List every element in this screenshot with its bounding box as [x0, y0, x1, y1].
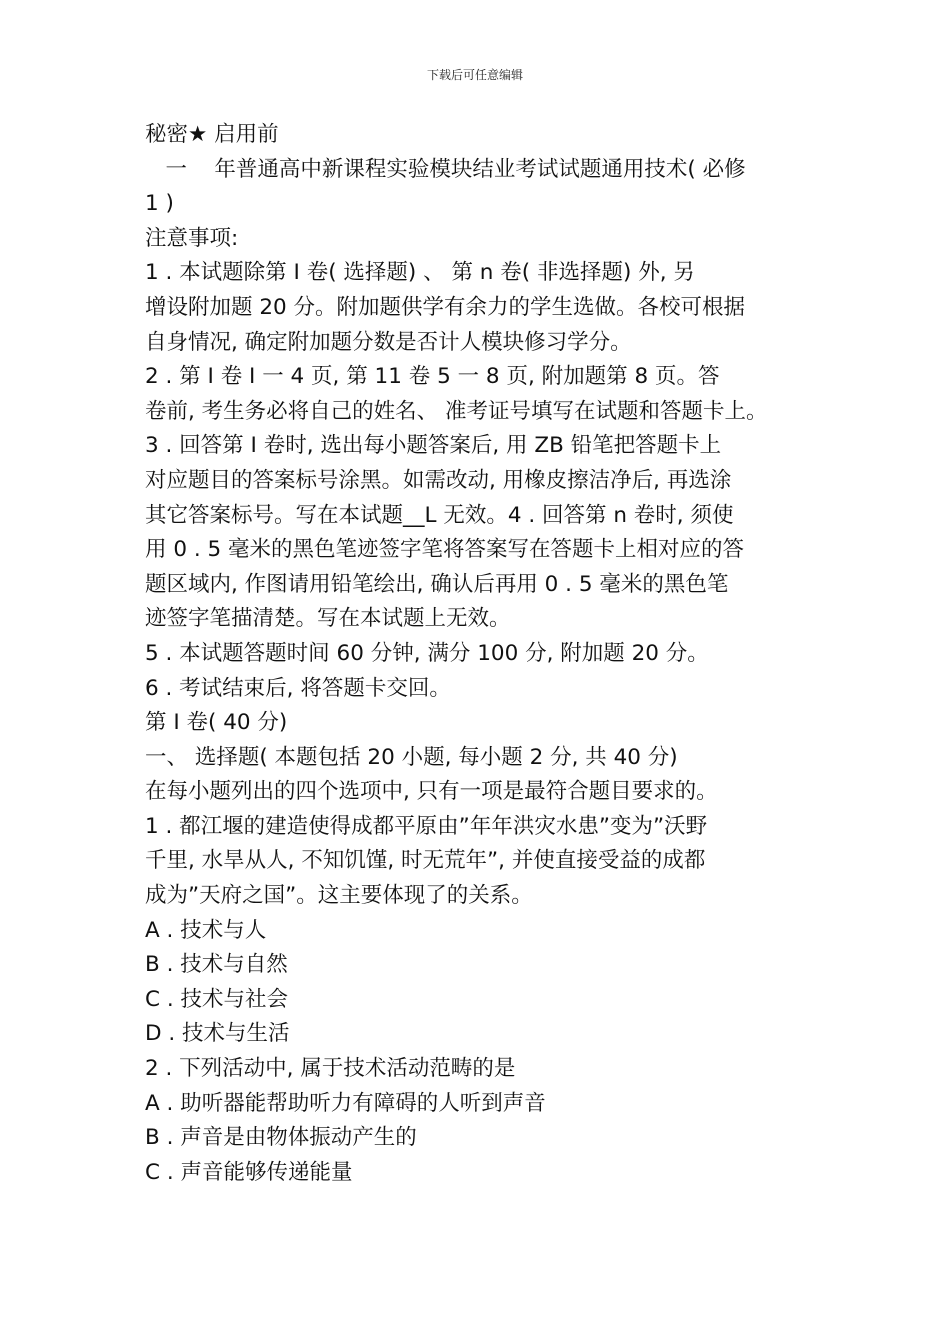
text-line: 1 . 都江堰的建造使得成都平原由”年年洪灾水患”变为”沃野	[145, 813, 708, 839]
document-body	[145, 118, 813, 1190]
text-line: 2 . 第 I 卷 I 一 4 页, 第 11 卷 5 一 8 页, 附加题第 8 页。答	[145, 364, 720, 390]
text-line: 秘密★ 启用前	[145, 122, 279, 147]
text-line: 3 . 回答第 I 卷时, 选出每小题答案后, 用 ZB 铅笔把答题卡上	[145, 433, 722, 459]
text-line: 第 I 卷( 40 分)	[145, 710, 288, 736]
text-line: B . 技术与自然	[145, 952, 288, 978]
text-line: 2 . 下列活动中, 属于技术活动范畴的是	[145, 1056, 516, 1082]
text-line: 其它答案标号。写在本试题__L 无效。4 . 回答第 n 卷时, 须使	[145, 502, 734, 528]
text-line: 一、 选择题( 本题包括 20 小题, 每小题 2 分, 共 40 分)	[145, 744, 678, 770]
text-line: 成为”天府之国”。这主要体现了的关系。	[145, 883, 533, 909]
text-line: 1 . 本试题除第 I 卷( 选择题) 、 第 n 卷( 非选择题) 外, 另	[145, 260, 695, 286]
text-line: 题区域内, 作图请用铅笔绘出, 确认后再用 0 . 5 毫米的黑色笔	[145, 571, 729, 597]
text-line: 6 . 考试结束后, 将答题卡交回。	[145, 675, 451, 701]
text-line: A . 助听器能帮助听力有障碍的人听到声音	[145, 1090, 546, 1116]
text-line: 一 年普通高中新课程实验模块结业考试试题通用技术( 必修	[145, 156, 746, 182]
text-line: 1 )	[145, 191, 174, 217]
text-line: 注意事项:	[145, 225, 239, 251]
text-line: 卷前, 考生务必将自己的姓名、 准考证号填写在试题和答题卡上。	[145, 398, 768, 424]
text-line: D . 技术与生活	[145, 1021, 290, 1047]
text-line: 迹签字笔描清楚。写在本试题上无效。	[145, 606, 511, 632]
text-line: 自身情况, 确定附加题分数是否计人模块修习学分。	[145, 329, 632, 355]
text-line: 增设附加题 20 分。附加题供学有余力的学生选做。各校可根据	[145, 294, 746, 320]
text-line: 在每小题列出的四个选项中, 只有一项是最符合题目要求的。	[145, 779, 718, 805]
text-line: C . 声音能够传递能量	[145, 1159, 353, 1185]
text-line: 用 0 . 5 毫米的黑色笔迹签字笔将答案写在答题卡上相对应的答	[145, 537, 745, 563]
text-line: 5 . 本试题答题时间 60 分钟, 满分 100 分, 附加题 20 分。	[145, 640, 709, 666]
text-line: C . 技术与社会	[145, 986, 289, 1012]
text-line: A . 技术与人	[145, 917, 267, 943]
text-line: 千里, 水旱从人, 不知饥馑, 时无荒年”, 并使直接受益的成都	[145, 848, 706, 874]
text-line: 对应题目的答案标号涂黑。如需改动, 用橡皮擦洁净后, 再选涂	[145, 467, 732, 493]
text-line: B . 声音是由物体振动产生的	[145, 1125, 417, 1151]
page-header: 下载后可任意编辑	[426, 68, 523, 82]
